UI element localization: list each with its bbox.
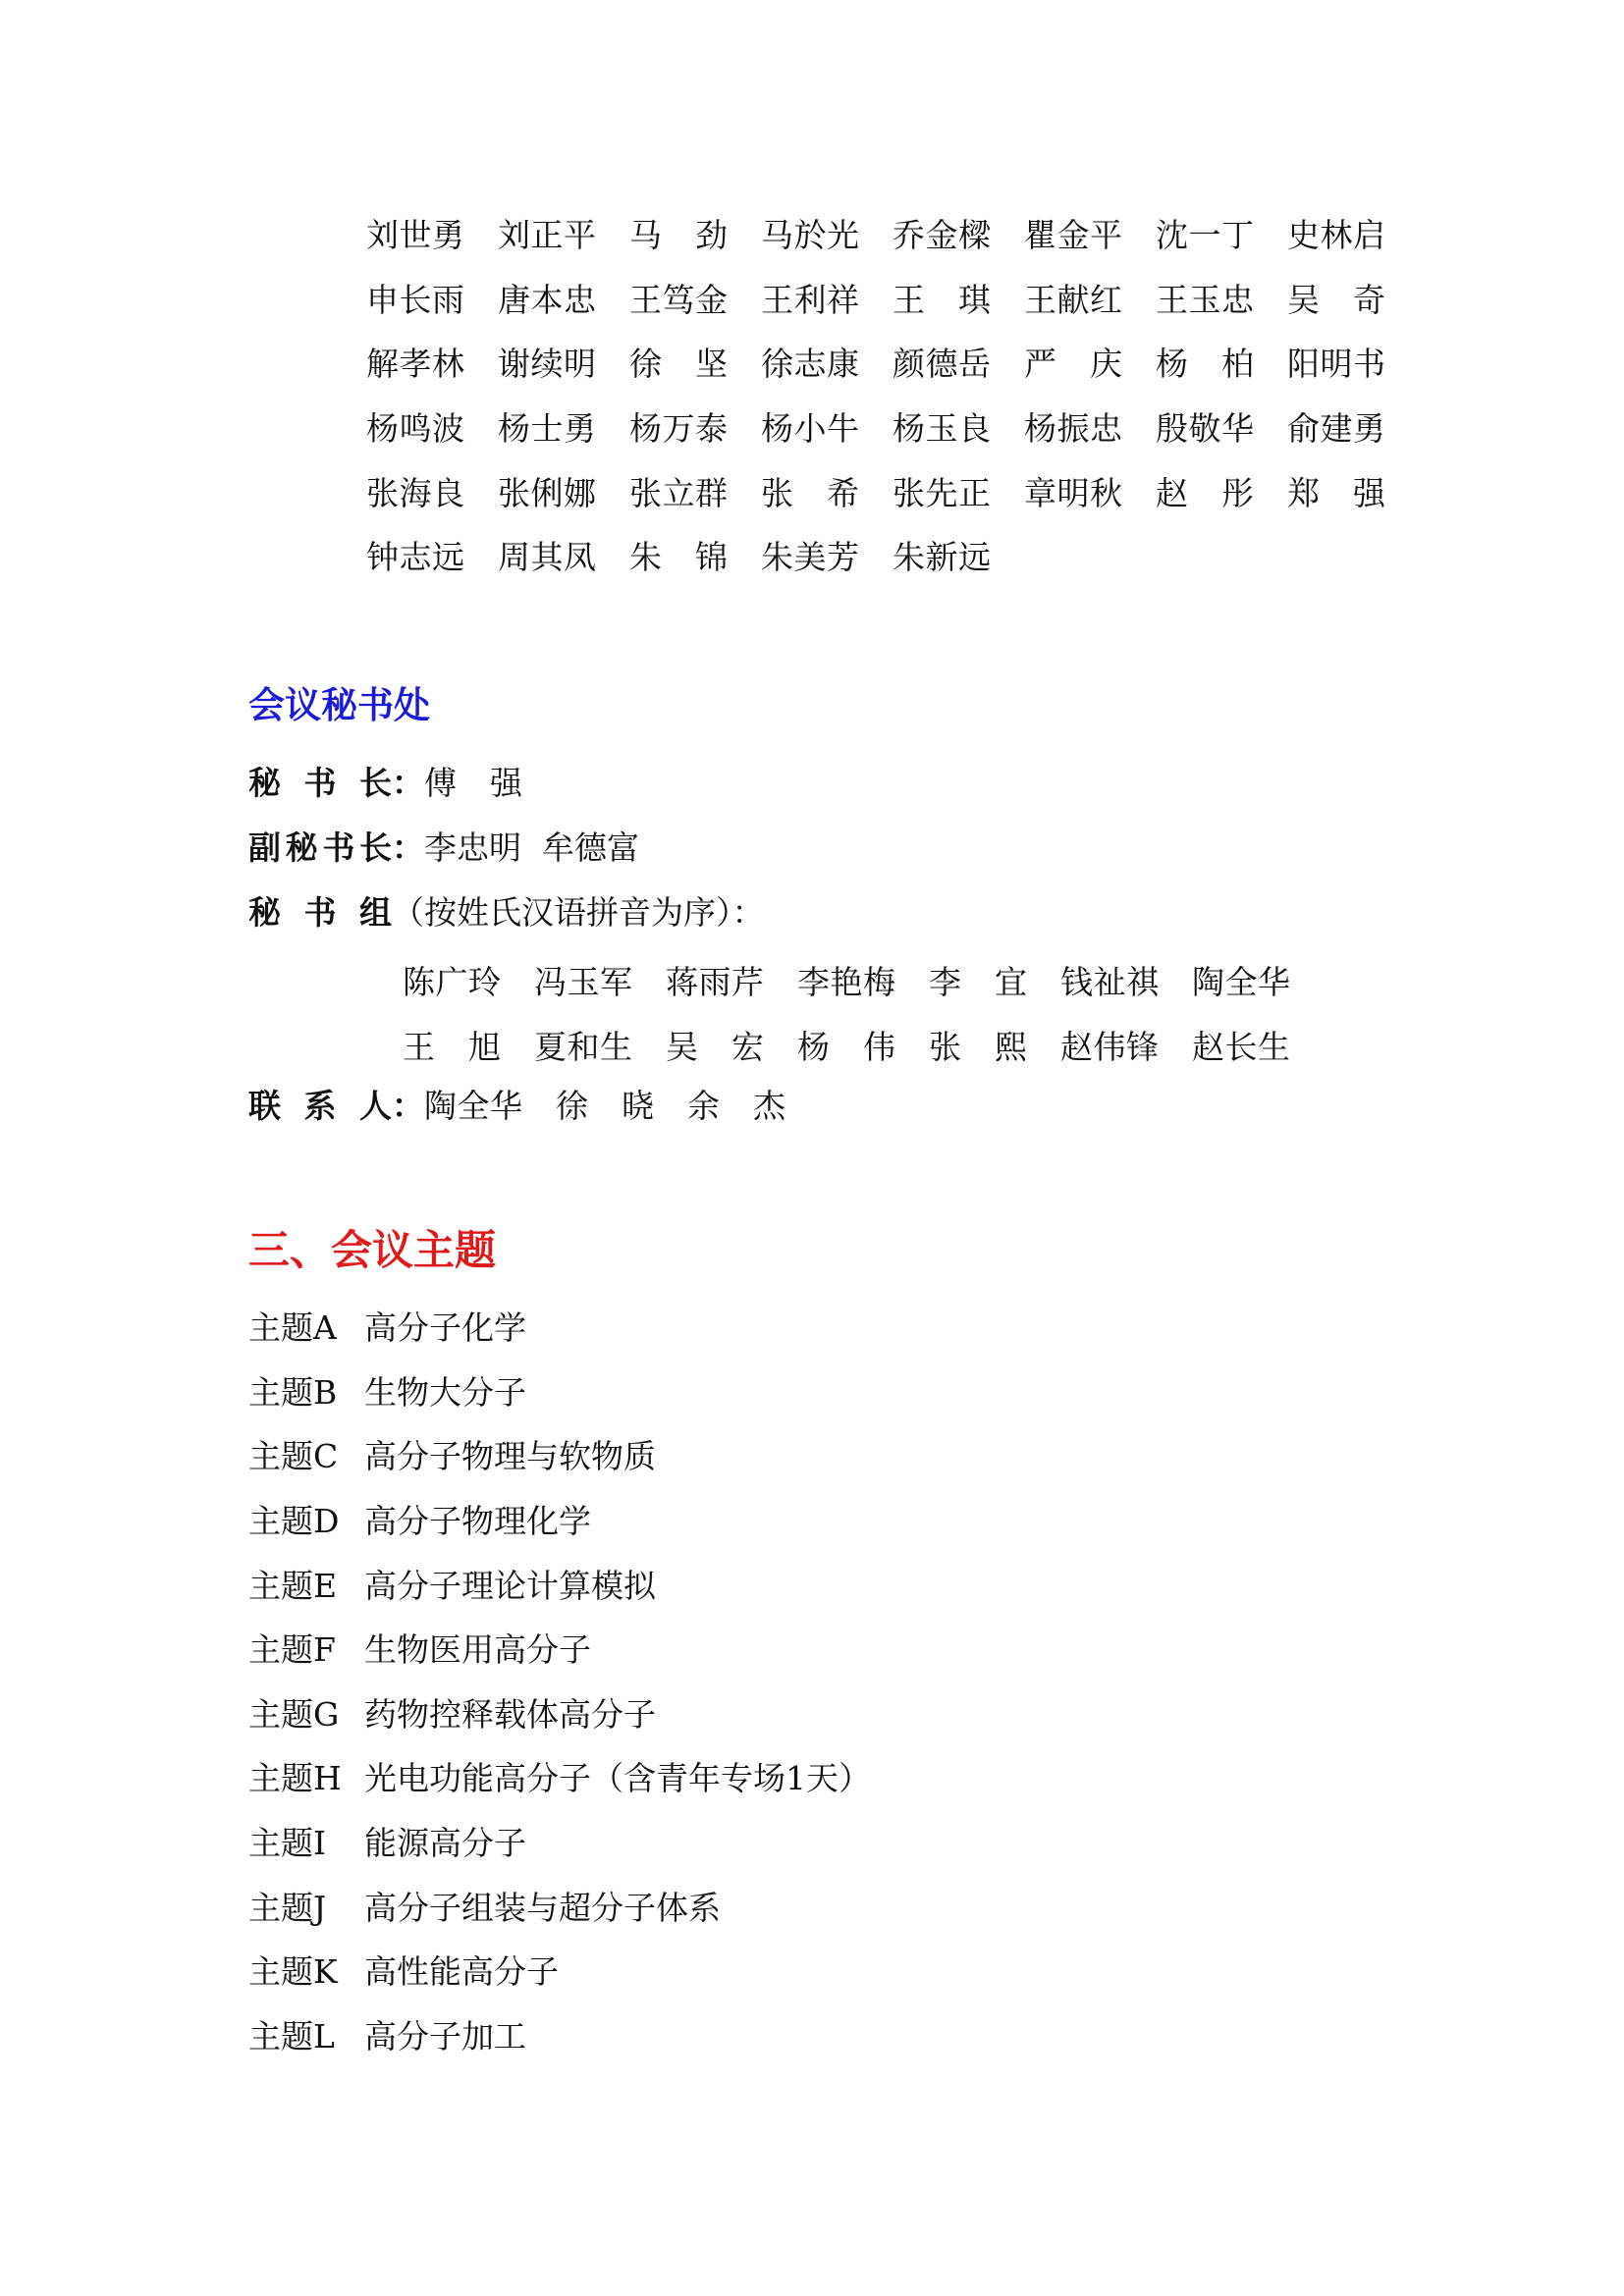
committee-member-name: 乔金樑: [893, 216, 991, 255]
topic-item: [248, 1618, 871, 1682]
committee-member-name: 瞿金平: [1024, 216, 1122, 255]
secretary-group-line: [248, 893, 765, 932]
committee-member-name: 杨万泰: [629, 409, 728, 449]
contacts-colon: ：: [392, 1087, 424, 1125]
secretary-group-note: （按姓氏汉语拼音为序）：: [392, 893, 765, 932]
secretary-general-name: 傅强: [424, 764, 522, 802]
committee-member-name: 吴奇: [1287, 280, 1385, 319]
committee-member-name: 张先正: [893, 473, 991, 512]
topic-name: 能源高分子: [364, 1824, 526, 1863]
topic-name: 高分子物理化学: [364, 1502, 591, 1541]
topic-name: 高性能高分子: [364, 1952, 559, 1992]
secretary-group-member-name: 钱祉祺: [1060, 963, 1159, 1002]
topic-id: 主题D: [248, 1502, 340, 1541]
committee-member-name: 王玉忠: [1156, 280, 1254, 319]
committee-member-name: 赵彤: [1156, 473, 1254, 512]
committee-member-name: 刘世勇: [366, 216, 464, 255]
secretary-general-line: [248, 764, 522, 802]
topic-name: 高分子加工: [364, 2016, 526, 2056]
secretary-general-label: 秘书长: [248, 764, 392, 802]
committee-row: [366, 460, 1407, 525]
topic-id: 主题G: [248, 1694, 340, 1734]
committee-member-name: 申长雨: [366, 280, 464, 319]
secretary-group-member-name: 赵伟锋: [1060, 1027, 1159, 1066]
secretary-group-member-name: 冯玉军: [534, 963, 632, 1002]
topics-heading: 三、会议主题: [248, 1226, 497, 1274]
topic-name: 高分子理论计算模拟: [364, 1566, 656, 1605]
secretary-group-member-name: 蒋雨芹: [666, 963, 764, 1002]
contacts-label: 联系人: [248, 1087, 392, 1125]
committee-member-name: 刘正平: [498, 216, 596, 255]
topic-item: [248, 1875, 871, 1940]
topic-id: 主题C: [248, 1437, 339, 1476]
committee-member-name: 阳明书: [1287, 345, 1385, 384]
committee-name-list: [366, 203, 1407, 590]
deputy-secretary-general-line: [248, 828, 639, 867]
topic-id: 主题F: [248, 1630, 336, 1670]
topic-name: 生物医用高分子: [364, 1630, 591, 1670]
topic-item: [248, 1361, 871, 1425]
committee-member-name: 张立群: [629, 473, 728, 512]
committee-member-name: 俞建勇: [1287, 409, 1385, 449]
topic-id: 主题J: [248, 1888, 327, 1927]
committee-member-name: 谢续明: [498, 345, 596, 384]
committee-member-name: 沈一丁: [1156, 216, 1254, 255]
topic-item: [248, 1296, 871, 1361]
topic-id: 主题I: [248, 1824, 327, 1863]
committee-row: [366, 203, 1407, 268]
topic-id: 主题B: [248, 1372, 338, 1412]
secretariat-heading: 会议秘书处: [248, 683, 430, 726]
topic-item: [248, 1682, 871, 1747]
committee-member-name: 殷敬华: [1156, 409, 1254, 449]
topic-name: 药物控释载体高分子: [364, 1694, 656, 1734]
topics-list: [248, 1296, 871, 2068]
topic-item: [248, 1746, 871, 1811]
topic-item: [248, 1553, 871, 1618]
topic-id: 主题H: [248, 1759, 342, 1798]
secretary-group-member-name: 夏和生: [534, 1027, 632, 1066]
committee-member-name: 王笃金: [629, 280, 728, 319]
contacts-line: [248, 1087, 819, 1125]
topic-item: [248, 1940, 871, 2004]
secretary-group-member-name: 陶全华: [1192, 963, 1290, 1002]
contacts-names: [424, 1087, 819, 1125]
committee-member-name: 朱美芳: [761, 538, 859, 577]
topic-item: [248, 2004, 871, 2069]
committee-member-name: 张海良: [366, 473, 464, 512]
committee-row: [366, 397, 1407, 461]
committee-member-name: 颜德岳: [893, 345, 991, 384]
committee-member-name: 王琪: [893, 280, 991, 319]
deputy-secretary-general-label: 副秘书长: [248, 828, 392, 867]
committee-member-name: 杨小牛: [761, 409, 859, 449]
committee-member-name: 徐志康: [761, 345, 859, 384]
topic-id: 主题L: [248, 2016, 335, 2056]
topic-item: [248, 1811, 871, 1876]
committee-member-name: 杨振忠: [1024, 409, 1122, 449]
secretary-group-row: [403, 1015, 1324, 1080]
committee-member-name: 王献红: [1024, 280, 1122, 319]
committee-member-name: 杨玉良: [893, 409, 991, 449]
committee-member-name: 张俐娜: [498, 473, 596, 512]
committee-member-name: 郑强: [1287, 473, 1385, 512]
deputy-secretary-general-names: 李忠明 牟德富: [424, 828, 639, 867]
committee-member-name: 王利祥: [761, 280, 859, 319]
secretary-general-colon: ：: [392, 764, 424, 802]
contact-name: 徐晓: [556, 1087, 654, 1125]
committee-member-name: 朱锦: [629, 538, 728, 577]
committee-row: [366, 332, 1407, 397]
committee-member-name: 朱新远: [893, 538, 991, 577]
committee-member-name: 章明秋: [1024, 473, 1122, 512]
secretary-group-member-name: 张熙: [929, 1027, 1027, 1066]
topic-item: [248, 1424, 871, 1489]
topic-item: [248, 1489, 871, 1554]
secretary-group-member-name: 李宜: [929, 963, 1027, 1002]
topic-name: 生物大分子: [364, 1372, 526, 1412]
secretary-group-member-name: 赵长生: [1192, 1027, 1290, 1066]
committee-member-name: 杨鸣波: [366, 409, 464, 449]
secretary-group-list: [403, 950, 1324, 1079]
topic-name: 高分子物理与软物质: [364, 1437, 656, 1476]
committee-member-name: 张希: [761, 473, 859, 512]
committee-row: [366, 525, 1407, 590]
secretary-group-member-name: 王旭: [403, 1027, 501, 1066]
secretary-group-member-name: 陈广玲: [403, 963, 501, 1002]
committee-member-name: 徐坚: [629, 345, 728, 384]
deputy-secretary-general-colon: ：: [392, 828, 424, 867]
contact-name: 陶全华: [424, 1087, 522, 1125]
topic-name: 高分子化学: [364, 1308, 526, 1348]
committee-member-name: 马於光: [761, 216, 859, 255]
committee-row: [366, 268, 1407, 333]
topic-id: 主题E: [248, 1566, 338, 1605]
committee-member-name: 解孝林: [366, 345, 464, 384]
secretary-group-member-name: 吴宏: [666, 1027, 764, 1066]
committee-member-name: 杨士勇: [498, 409, 596, 449]
contact-name: 余杰: [687, 1087, 785, 1125]
committee-member-name: 史林启: [1287, 216, 1385, 255]
topic-id: 主题A: [248, 1308, 337, 1348]
committee-member-name: 严庆: [1024, 345, 1122, 384]
topic-name: 高分子组装与超分子体系: [364, 1888, 721, 1927]
committee-member-name: 周其凤: [498, 538, 596, 577]
secretary-group-member-name: 李艳梅: [797, 963, 895, 1002]
secretary-group-row: [403, 950, 1324, 1015]
committee-member-name: 马劲: [629, 216, 728, 255]
topic-id: 主题K: [248, 1952, 338, 1992]
committee-member-name: 杨柏: [1156, 345, 1254, 384]
committee-member-name: 钟志远: [366, 538, 464, 577]
topic-name: 光电功能高分子（含青年专场1天）: [364, 1759, 871, 1798]
secretary-group-label: 秘书组: [248, 893, 392, 932]
secretary-group-member-name: 杨伟: [797, 1027, 895, 1066]
committee-member-name: 唐本忠: [498, 280, 596, 319]
